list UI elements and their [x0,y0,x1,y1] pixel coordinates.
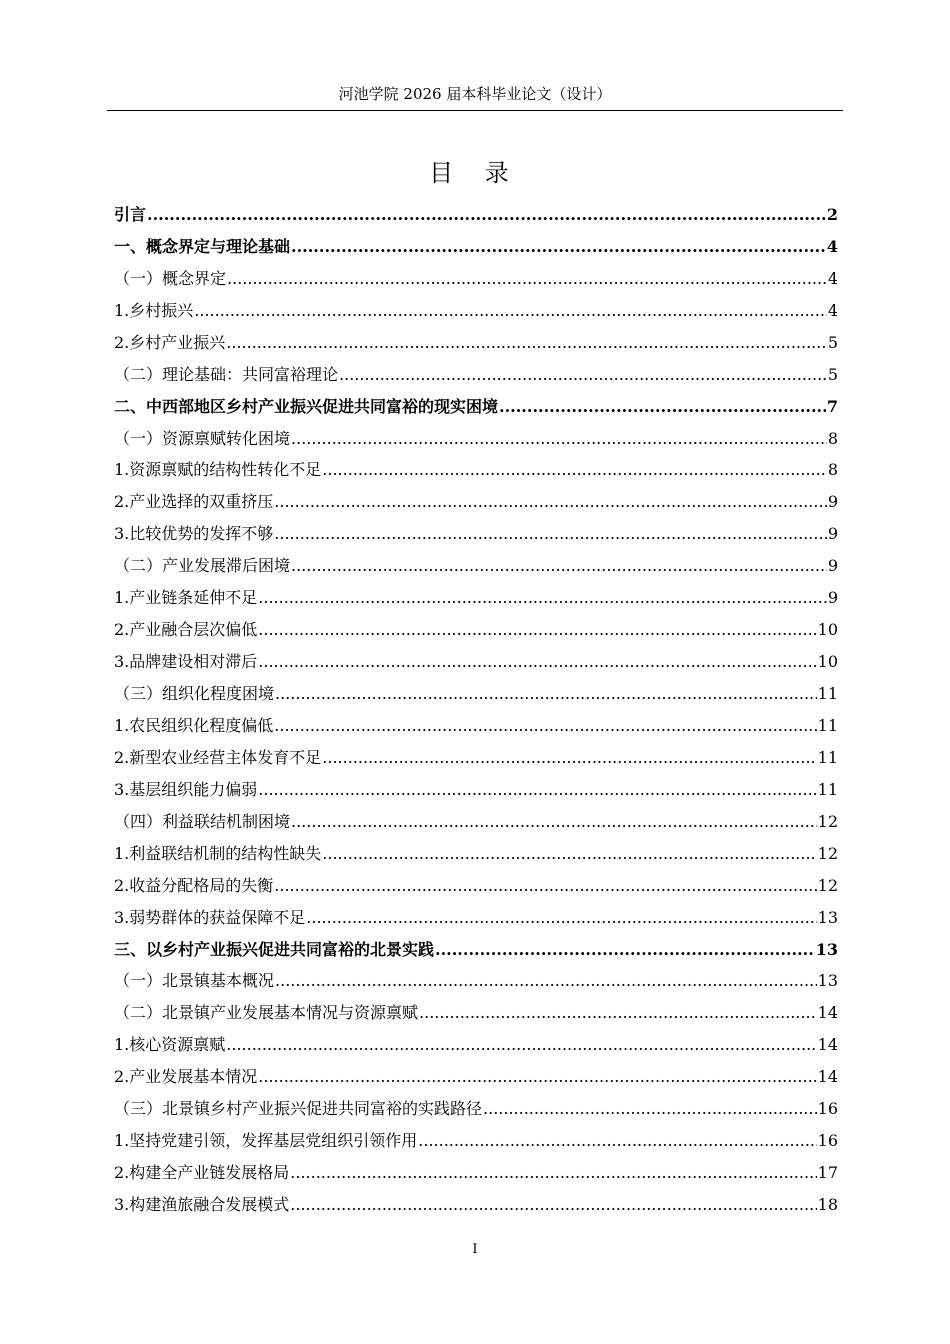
toc-leader-dots [147,205,826,225]
toc-entry-label: 二、中西部地区乡村产业振兴促进共同富裕的现实困境 [114,396,499,416]
toc-entry-page: 11 [817,715,838,735]
toc-leader-dots [226,1035,816,1055]
toc-entry-page: 16 [817,1099,838,1119]
toc-entry-page: 10 [817,620,838,640]
toc-entry-page: 14 [817,1067,838,1087]
toc-leader-dots [290,1195,816,1215]
toc-leader-dots [274,492,827,512]
toc-entry-page: 18 [817,1195,838,1214]
toc-leader-dots [339,365,827,385]
toc-entry-page: 12 [817,811,838,831]
toc-entry-label: 1.产业链条延伸不足 [114,588,258,608]
toc-entry[interactable] [114,704,838,736]
toc-entry-label: 3.比较优势的发挥不够 [114,524,274,544]
toc-leader-dots [291,429,827,449]
toc-entry[interactable] [114,1023,838,1055]
toc-leader-dots [258,588,827,608]
toc-leader-dots [258,1067,816,1087]
toc-entry[interactable] [114,385,838,417]
toc-entry-page: 14 [817,1003,838,1023]
toc-entry-page: 13 [817,971,838,991]
toc-entry-page: 13 [817,907,838,927]
toc-entry[interactable] [114,257,838,289]
toc-entry-label: （三）北景镇乡村产业振兴促进共同富裕的实践路径 [114,1099,483,1119]
toc-leader-dots [435,940,815,960]
toc-entry-page: 4 [827,300,838,320]
toc-entry-page: 13 [815,939,838,959]
toc-entry-page: 9 [827,492,838,512]
toc-entry-page: 16 [817,1131,838,1151]
toc-entry-label: 3.品牌建设相对滞后 [114,652,258,672]
toc-entry-label: 2.乡村产业振兴 [114,332,226,352]
toc-entry-label: （二）北景镇产业发展基本情况与资源禀赋 [114,1003,419,1023]
toc-entry[interactable] [114,449,838,481]
toc-entry-label: 2.新型农业经营主体发育不足 [114,747,322,767]
toc-entry-label: 一、概念界定与理论基础 [114,236,291,256]
toc-entry-label: 3.基层组织能力偏弱 [114,779,258,799]
toc-leader-dots [499,397,826,417]
toc-entry-label: 2.产业发展基本情况 [114,1067,258,1087]
toc-entry-page: 7 [826,396,838,416]
toc-leader-dots [258,780,816,800]
page-number: I [472,1242,478,1257]
toc-entry-page: 12 [817,875,838,895]
toc-leader-dots [275,971,817,991]
toc-entry[interactable] [114,1119,838,1151]
toc-entry-page: 9 [827,524,838,544]
header-rule [107,110,843,111]
toc-leader-dots [275,684,817,704]
toc-leader-dots [291,237,826,257]
toc-leader-dots [322,748,816,768]
toc-leader-dots [306,908,816,928]
toc-entry-label: （一）概念界定 [114,268,227,288]
toc-entry[interactable] [114,417,838,449]
toc-leader-dots [483,1099,817,1119]
toc-entry-label: （二）理论基础：共同富裕理论 [114,364,339,384]
toc-entry-label: 1.利益联结机制的结构性缺失 [114,843,322,863]
toc-entry-page: 11 [817,779,838,799]
toc-entry[interactable] [114,353,838,385]
toc-entry[interactable] [114,544,838,576]
toc-entry[interactable] [114,928,838,960]
toc-entry[interactable] [114,480,838,512]
toc-entry[interactable] [114,1087,838,1119]
toc-leader-dots [418,1131,816,1151]
toc-entry-label: 1.乡村振兴 [114,300,194,320]
toc-entry[interactable] [114,768,838,800]
toc-entry[interactable] [114,736,838,768]
toc-entry-page: 4 [827,268,838,288]
toc-leader-dots [194,301,827,321]
toc-entry-label: （三）组织化程度困境 [114,684,275,703]
toc-entry-label: 1.坚持党建引领，发挥基层党组织引领作用 [114,1131,418,1151]
toc-entry-label: 1.农民组织化程度偏低 [114,715,274,735]
toc-entry-page: 9 [827,588,838,608]
toc-entry[interactable] [114,1055,838,1087]
toc-entry-label: （一）资源禀赋转化困境 [114,428,291,448]
toc-entry-label: （一）北景镇基本概况 [114,971,275,991]
toc-entry-page: 9 [827,556,838,576]
toc-entry-label: （四）利益联结机制困境 [114,811,291,831]
toc-entry[interactable] [114,1183,838,1215]
toc-entry[interactable] [114,608,838,640]
toc-entry[interactable] [114,225,838,257]
toc-entry[interactable] [114,832,838,864]
toc-entry[interactable] [114,640,838,672]
toc-entry-page: 11 [817,684,838,703]
toc-entry-page: 14 [817,1035,838,1055]
toc-entry-page: 8 [827,460,838,480]
toc-leader-dots [291,556,827,576]
toc-entry-label: 2.构建全产业链发展格局 [114,1163,290,1183]
toc-entry-page: 5 [827,364,838,384]
toc-entry-page: 12 [817,843,838,863]
toc-entry[interactable] [114,864,838,896]
toc-leader-dots [419,1003,817,1023]
toc-entry[interactable] [114,896,838,928]
toc-leader-dots [258,652,816,672]
toc-entry-label: 2.产业选择的双重挤压 [114,492,274,512]
toc-leader-dots [274,716,816,736]
toc-leader-dots [322,844,816,864]
running-header: 河池学院 2026 届本科毕业论文（设计） [338,85,612,103]
toc-entry-page: 10 [817,652,838,672]
toc-entry-label: 引言 [114,204,147,224]
table-of-contents [114,193,838,1215]
toc-entry[interactable] [114,193,838,225]
toc-entry[interactable] [114,991,838,1023]
toc-leader-dots [274,524,827,544]
toc-entry-label: 2.收益分配格局的失衡 [114,875,274,895]
toc-leader-dots [226,333,827,353]
toc-entry-label: 1.核心资源禀赋 [114,1035,226,1055]
toc-entry[interactable] [114,672,838,704]
toc-entry-label: 3.构建渔旅融合发展模式 [114,1195,290,1214]
toc-entry[interactable] [114,289,838,321]
toc-leader-dots [290,1163,816,1183]
toc-entry[interactable] [114,960,838,992]
toc-entry[interactable] [114,576,838,608]
toc-entry-label: （二）产业发展滞后困境 [114,556,291,576]
toc-leader-dots [258,620,816,640]
toc-title: 目 录 [429,159,521,187]
toc-entry-label: 1.资源禀赋的结构性转化不足 [114,460,322,480]
toc-entry-page: 17 [817,1163,838,1183]
toc-entry-page: 8 [827,428,838,448]
toc-entry-page: 4 [826,236,838,256]
toc-entry[interactable] [114,321,838,353]
toc-entry[interactable] [114,512,838,544]
toc-entry-page: 5 [827,332,838,352]
toc-entry[interactable] [114,800,838,832]
toc-leader-dots [227,269,827,289]
toc-entry-page: 2 [826,204,838,224]
toc-entry-label: 三、以乡村产业振兴促进共同富裕的北景实践 [114,939,435,959]
toc-entry-label: 2.产业融合层次偏低 [114,620,258,640]
toc-entry-page: 11 [817,747,838,767]
toc-leader-dots [322,460,827,480]
toc-entry[interactable] [114,1151,838,1183]
toc-entry-label: 3.弱势群体的获益保障不足 [114,907,306,927]
toc-leader-dots [291,812,817,832]
toc-leader-dots [274,876,816,896]
